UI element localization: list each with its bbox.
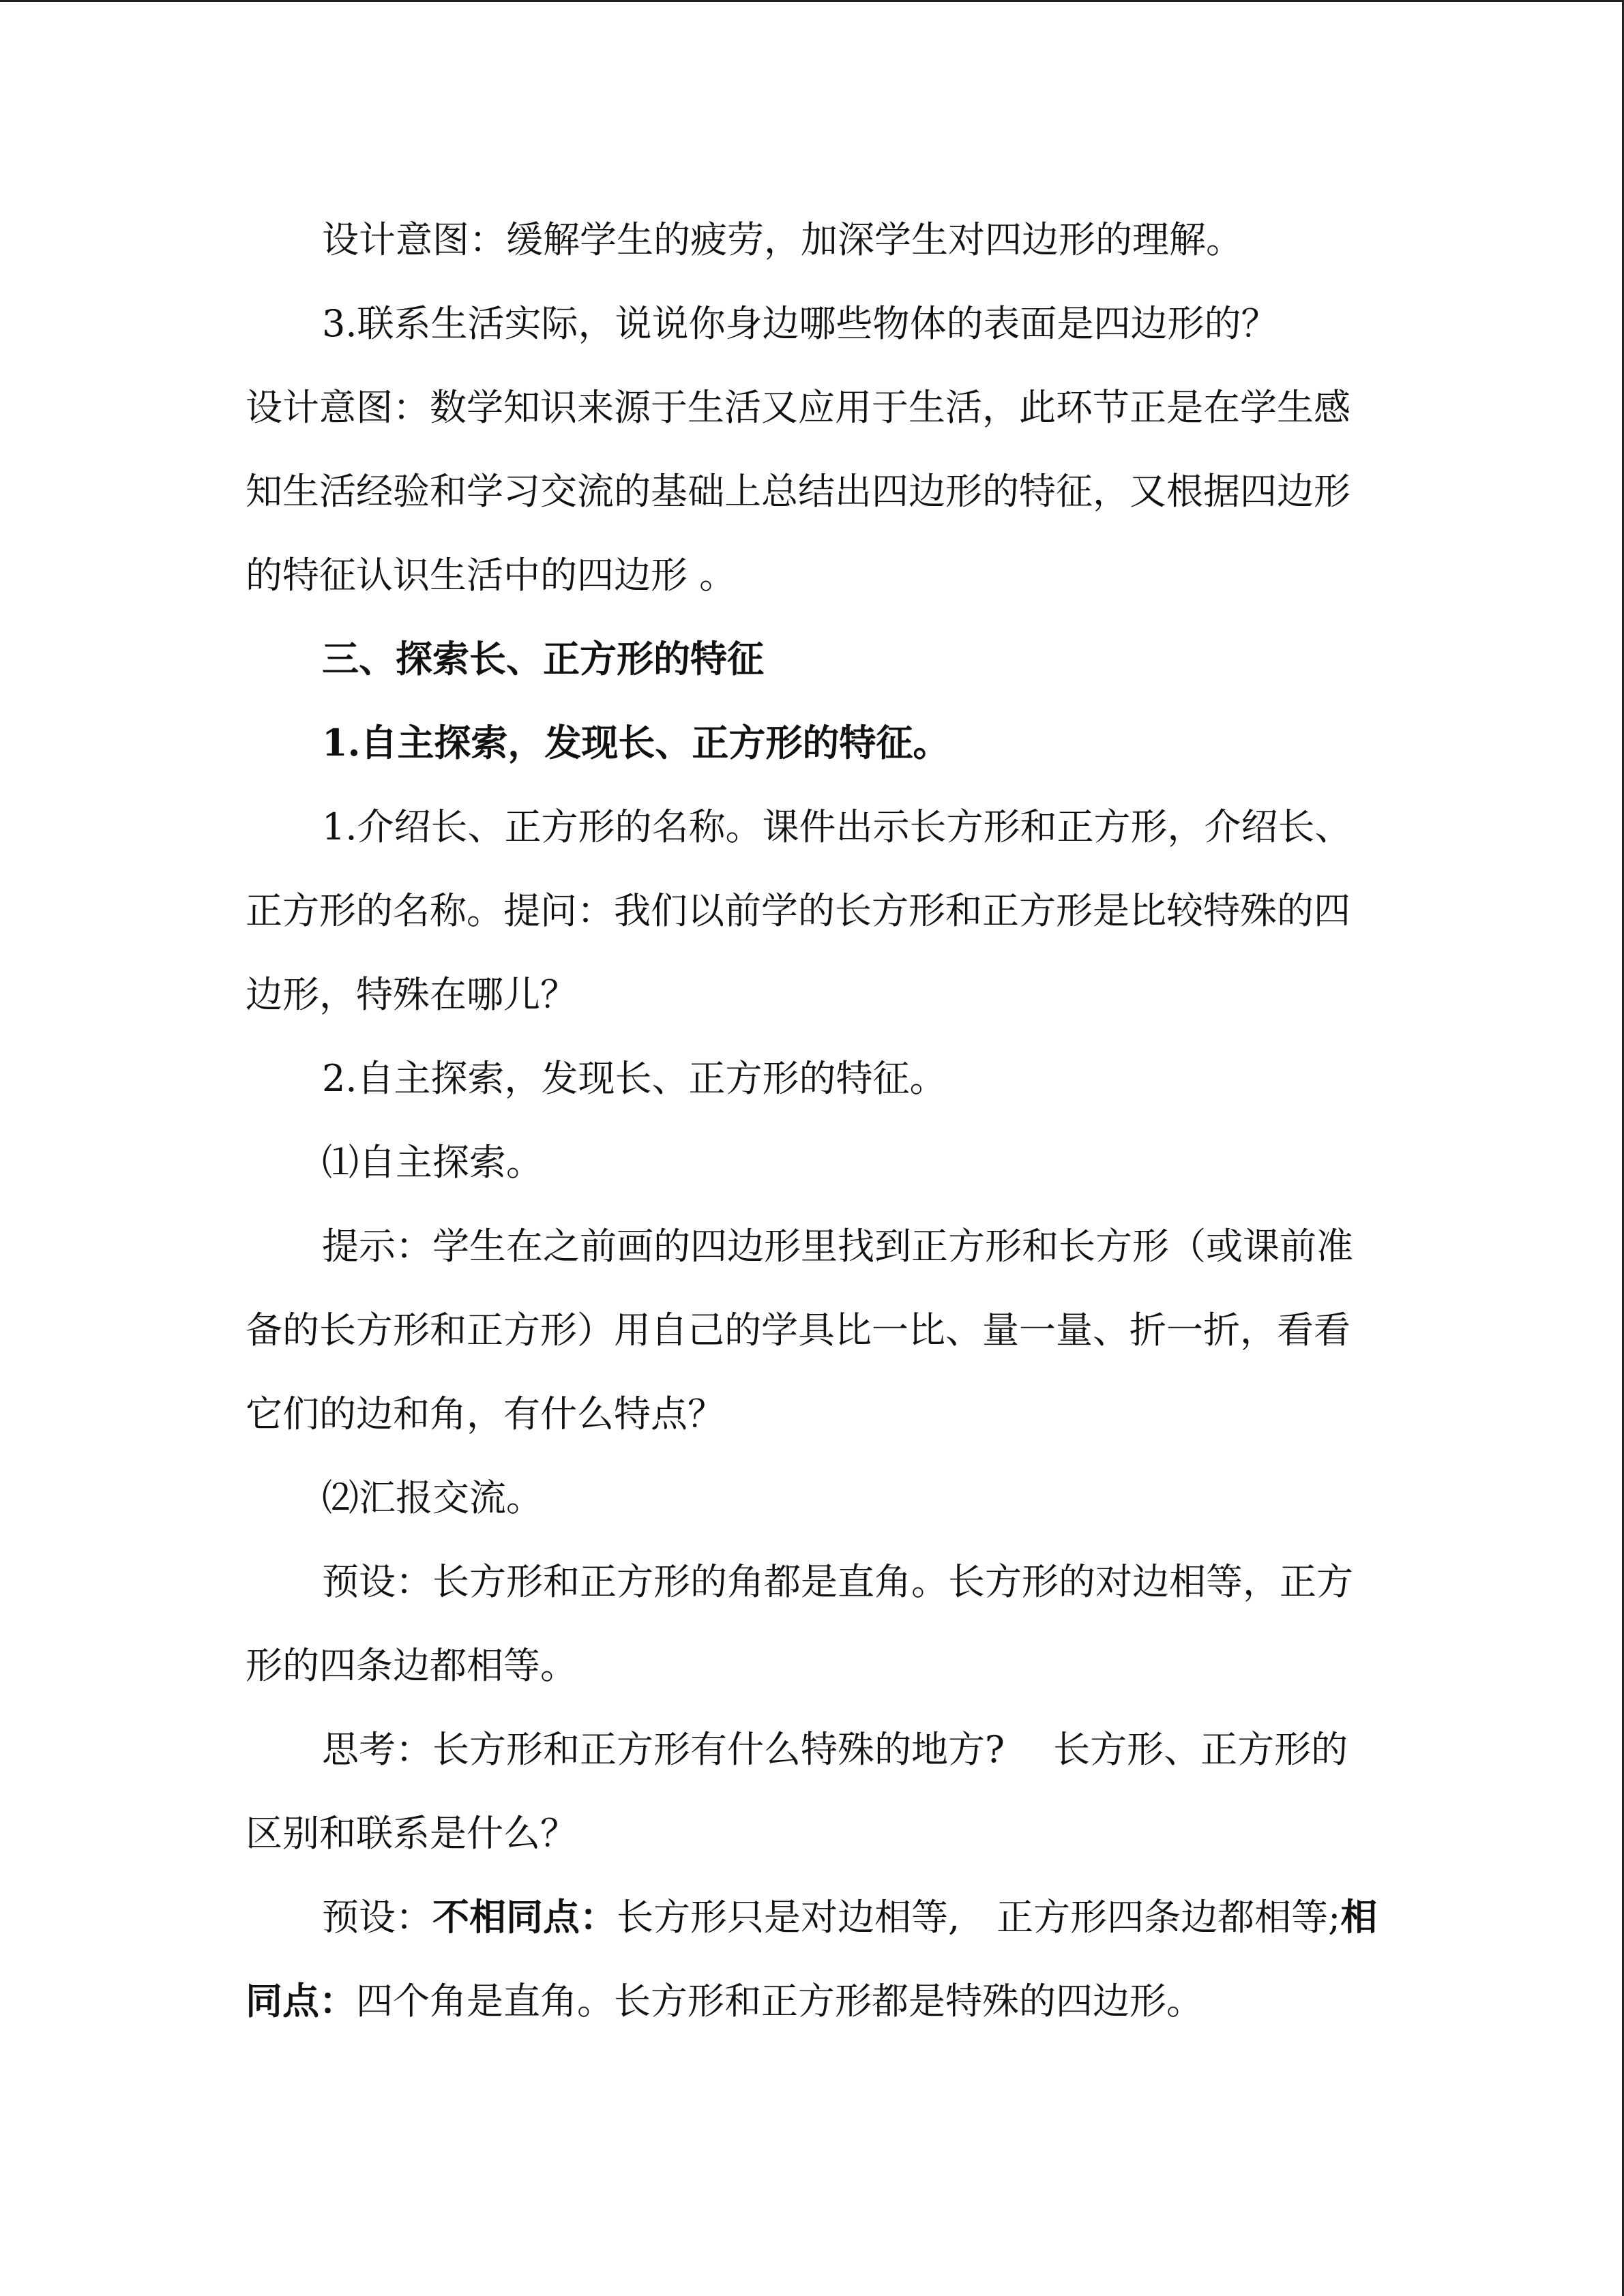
design-intent-paragraph-2: 设计意图：数学知识来源于生活又应用于生活，此环节正是在学生感知生活经验和学习交流的基础上总结出四边形的特征，又根据四边形的特征认识生活中的四边形 。 xyxy=(246,386,1350,597)
page-top-border xyxy=(0,0,1624,2)
subsection-heading-3-1: 1.自主探索，发现长、正方形的特征。 xyxy=(322,721,950,764)
similarity-text: 四个角是直角。长方形和正方形都是特殊的四边形。 xyxy=(356,1980,1203,2023)
document-page xyxy=(246,198,1378,2043)
preset-prefix: 预设： xyxy=(322,1896,432,1939)
similarity-label: 相同点： xyxy=(246,1895,1378,2023)
report-exchange-item: ⑵汇报交流。 xyxy=(322,1476,543,1519)
explore-features-heading: 2.自主探索，发现长、正方形的特征。 xyxy=(322,1057,947,1100)
introduce-names-paragraph: 1.介绍长、正方形的名称。课件出示长方形和正方形，介绍长、正方形的名称。提问：我们以前学的长方形和正方形是比较特殊的四边形，特殊在哪儿？ xyxy=(246,805,1352,1016)
life-connection-question: 3.联系生活实际，说说你身边哪些物体的表面是四边形的？ xyxy=(322,302,1278,345)
design-intent-paragraph-1: 设计意图：缓解学生的疲劳，加深学生对四边形的理解。 xyxy=(322,218,1243,261)
difference-label: 不相同点： xyxy=(432,1895,617,1939)
hint-paragraph: 提示：学生在之前画的四边形里找到正方形和长方形（或课前准备的长方形和正方形）用自己的学具比一比、量一量、折一折，看看它们的边和角，有什么特点？ xyxy=(246,1225,1353,1435)
preset-paragraph-2 xyxy=(246,1875,1378,2043)
self-explore-item: ⑴自主探索。 xyxy=(322,1141,543,1184)
preset-paragraph-1: 预设：长方形和正方形的角都是直角。长方形的对边相等，正方形的四条边都相等。 xyxy=(246,1560,1353,1687)
think-paragraph: 思考：长方形和正方形有什么特殊的地方? 长方形、正方形的区别和联系是什么？ xyxy=(246,1728,1348,1855)
difference-text: 长方形只是对边相等, 正方形四条边都相等; xyxy=(617,1896,1341,1939)
section-heading-3: 三、探索长、正方形的特征 xyxy=(322,637,764,681)
